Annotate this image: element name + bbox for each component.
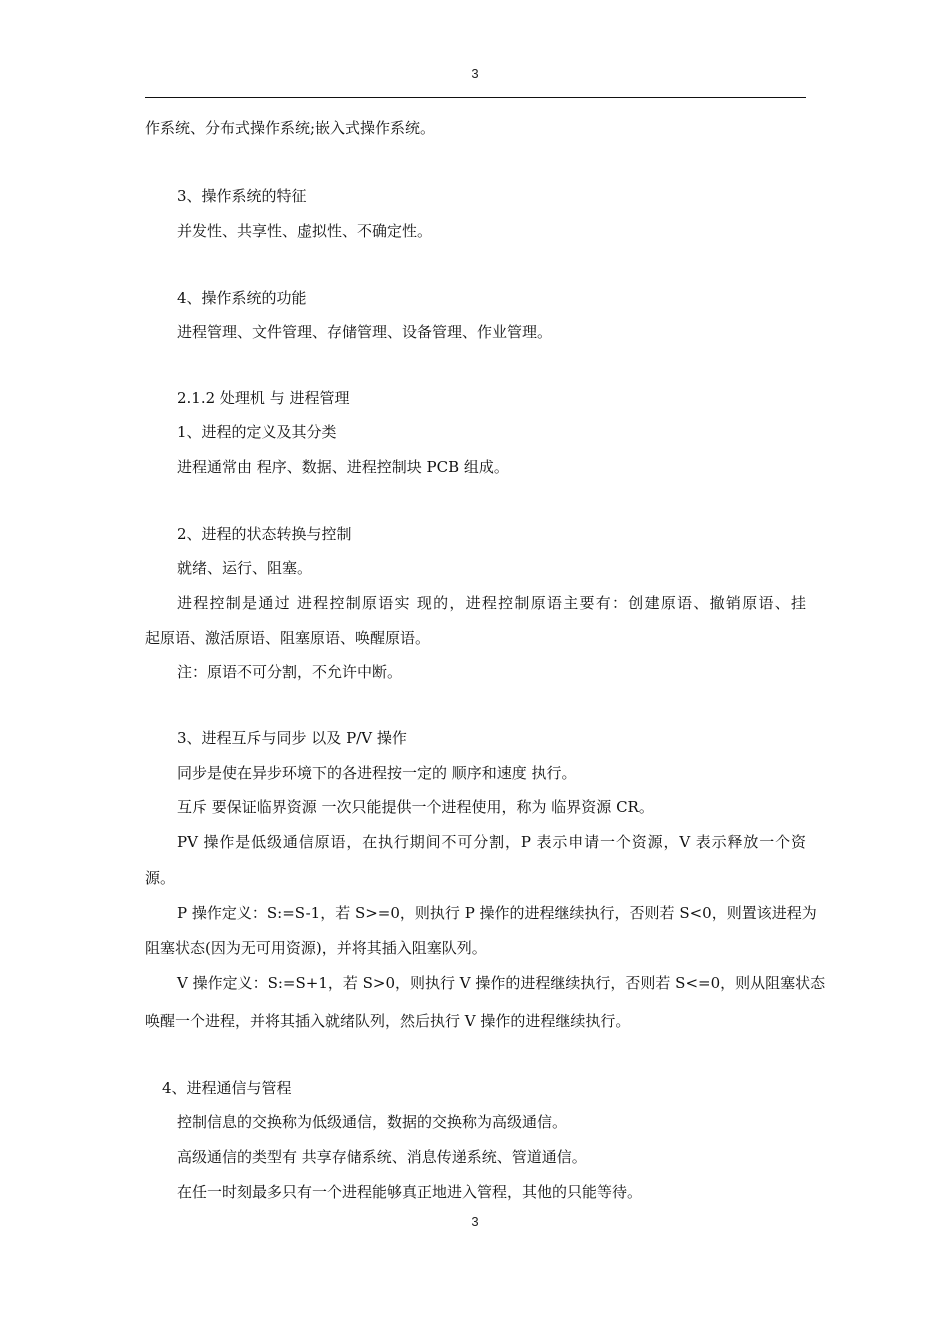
text-line: 进程控制是通过 进程控制原语实 现的，进程控制原语主要有：创建原语、撤销原语、挂 [177, 594, 806, 612]
text-line: V 操作定义：S:=S+1，若 S>0，则执行 V 操作的进程继续执行，否则若 S<=0，则从阻塞状态 [177, 974, 826, 992]
section-heading: 3、操作系统的特征 [177, 187, 307, 205]
header-rule [145, 97, 806, 98]
section-heading: 2、进程的状态转换与控制 [177, 525, 352, 543]
section-heading: 3、进程互斥与同步 以及 P/V 操作 [177, 729, 407, 747]
text-line: PV 操作是低级通信原语，在执行期间不可分割，P 表示申请一个资源，V 表示释放一个资 [177, 833, 806, 851]
text-line: 在任一时刻最多只有一个进程能够真正地进入管程，其他的只能等待。 [177, 1183, 643, 1201]
text-line: 源。 [145, 869, 176, 887]
header-page-number: 3 [471, 66, 479, 81]
text-line: 作系统、分布式操作系统;嵌入式操作系统。 [145, 119, 436, 137]
text-line: 进程通常由 程序、数据、进程控制块 PCB 组成。 [177, 458, 509, 476]
text-line: 唤醒一个进程，并将其插入就绪队列，然后执行 V 操作的进程继续执行。 [145, 1012, 631, 1030]
text-line: 控制信息的交换称为低级通信，数据的交换称为高级通信。 [177, 1113, 568, 1131]
text-line: 进程管理、文件管理、存储管理、设备管理、作业管理。 [177, 323, 553, 341]
text-line: 阻塞状态(因为无可用资源)，并将其插入阻塞队列。 [145, 939, 487, 957]
section-heading: 4、操作系统的功能 [177, 289, 307, 307]
note-line: 注：原语不可分割，不允许中断。 [177, 663, 403, 681]
text-line: 起原语、激活原语、阻塞原语、唤醒原语。 [145, 629, 431, 647]
text-line: 高级通信的类型有 共享存储系统、消息传递系统、管道通信。 [177, 1148, 587, 1166]
text-line: 同步是使在异步环境下的各进程按一定的 顺序和速度 执行。 [177, 764, 577, 782]
footer-page-number: 3 [471, 1214, 479, 1229]
text-line: P 操作定义：S:=S-1，若 S>=0，则执行 P 操作的进程继续执行，否则若 S<0，则置该进程为 [177, 904, 817, 922]
text-line: 互斥 要保证临界资源 一次只能提供一个进程使用，称为 临界资源 CR。 [177, 798, 654, 816]
text-line: 并发性、共享性、虚拟性、不确定性。 [177, 222, 433, 240]
section-heading: 1、进程的定义及其分类 [177, 423, 337, 441]
section-heading: 4、进程通信与管程 [162, 1079, 292, 1097]
subsection-heading: 2.1.2 处理机 与 进程管理 [177, 389, 350, 407]
text-line: 就绪、运行、阻塞。 [177, 559, 313, 577]
